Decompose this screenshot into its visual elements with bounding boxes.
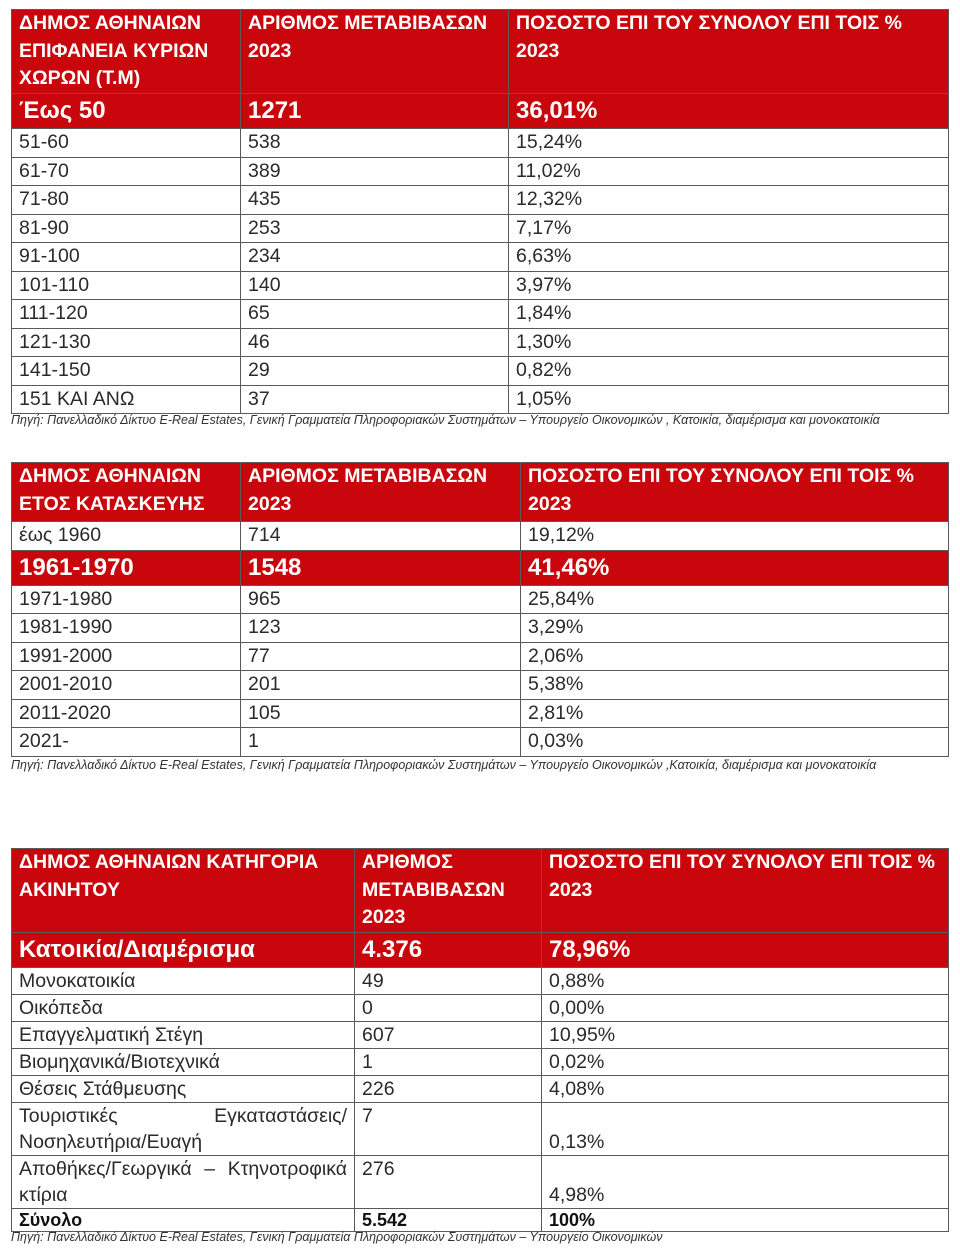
table-cell: 4,98% xyxy=(542,1156,949,1209)
table-cell: 5,38% xyxy=(521,671,949,700)
header-cell: ΔΗΜΟΣ ΑΘΗΝΑΙΩΝ ΚΑΤΗΓΟΡΙΑ ΑΚΙΝΗΤΟΥ xyxy=(12,849,355,933)
table-row xyxy=(12,728,949,757)
table-row xyxy=(12,968,949,995)
table-row xyxy=(12,129,949,158)
table-cell: 71-80 xyxy=(12,186,241,215)
table-cell: 0,00% xyxy=(542,995,949,1022)
table-row xyxy=(12,157,949,186)
table-cell: 100% xyxy=(542,1209,949,1232)
table-row xyxy=(12,1022,949,1049)
table-cell: 0,03% xyxy=(521,728,949,757)
header-cell: ΠΟΣΟΣΤΟ ΕΠΙ ΤΟΥ ΣΥΝΟΛΟΥ ΕΠΙ ΤΟΙΣ % 2023 xyxy=(542,849,949,933)
table-cell: 714 xyxy=(241,522,521,551)
table-cell: 3,29% xyxy=(521,614,949,643)
table-cell: 123 xyxy=(241,614,521,643)
table-cell xyxy=(12,1103,355,1156)
table-cell: 6,63% xyxy=(509,243,949,272)
table-cell: Κατοικία/Διαμέρισμα xyxy=(12,933,355,968)
cell-text: Τουριστικές Εγκαταστάσεις/Νοσηλευτήρια/Ευαγή xyxy=(19,1105,347,1153)
table-row xyxy=(12,385,949,414)
table-header-row xyxy=(12,463,949,522)
table-cell: 2011-2020 xyxy=(12,699,241,728)
table-row xyxy=(12,1049,949,1076)
table-header-row xyxy=(12,849,949,933)
table-cell: 0,82% xyxy=(509,357,949,386)
table-row xyxy=(12,357,949,386)
table-cell: 78,96% xyxy=(542,933,949,968)
table-cell: 1,84% xyxy=(509,300,949,329)
header-cell: ΑΡΙΘΜΟΣ ΜΕΤΑΒΙΒΑΣΩΝ 2023 xyxy=(241,463,521,522)
header-label: ΔΗΜΟΣ ΑΘΗΝΑΙΩΝ ΕΠΙΦΑΝΕΙΑ ΚΥΡΙΩΝ ΧΩΡΩΝ (Τ.Μ) xyxy=(19,12,209,89)
table-construction-year xyxy=(11,462,949,757)
table-cell: 1 xyxy=(241,728,521,757)
table-row xyxy=(12,614,949,643)
table-cell: έως 1960 xyxy=(12,522,241,551)
table-cell: Θέσεις Στάθμευσης xyxy=(12,1076,355,1103)
source-note: Πηγή: Πανελλαδικό Δίκτυο E-Real Estates, Γενική Γραμματεία Πληροφοριακών Συστημάτων – Υπουργείο Οικονομικών xyxy=(11,1230,663,1244)
table-cell: 81-90 xyxy=(12,214,241,243)
table-cell: 51-60 xyxy=(12,129,241,158)
table-row xyxy=(12,328,949,357)
table-cell: 36,01% xyxy=(509,94,949,129)
table-cell: 25,84% xyxy=(521,585,949,614)
table-cell: 1961-1970 xyxy=(12,550,241,585)
table-cell: 2,06% xyxy=(521,642,949,671)
table-cell: 61-70 xyxy=(12,157,241,186)
table-cell: 140 xyxy=(241,271,509,300)
table-cell: 5.542 xyxy=(355,1209,542,1232)
header-cell: ΠΟΣΟΣΤΟ ΕΠΙ ΤΟΥ ΣΥΝΟΛΟΥ ΕΠΙ ΤΟΙΣ % 2023 xyxy=(521,463,949,522)
table-cell: 151 ΚΑΙ ΑΝΩ xyxy=(12,385,241,414)
table-cell: 389 xyxy=(241,157,509,186)
table-property-category xyxy=(11,848,949,1232)
table-cell: 46 xyxy=(241,328,509,357)
table-row xyxy=(12,1103,949,1156)
table-cell: 11,02% xyxy=(509,157,949,186)
table-cell: 10,95% xyxy=(542,1022,949,1049)
table-cell: 121-130 xyxy=(12,328,241,357)
table-cell: 7,17% xyxy=(509,214,949,243)
table-cell: 201 xyxy=(241,671,521,700)
table-cell: 77 xyxy=(241,642,521,671)
table-cell: 111-120 xyxy=(12,300,241,329)
table-cell: 4,08% xyxy=(542,1076,949,1103)
highlight-row xyxy=(12,94,949,129)
table-row xyxy=(12,186,949,215)
header-cell: ΔΗΜΟΣ ΑΘΗΝΑΙΩΝ ΕΤΟΣ ΚΑΤΑΣΚΕΥΗΣ xyxy=(12,463,241,522)
source-note: Πηγή: Πανελλαδικό Δίκτυο E-Real Estates, Γενική Γραμματεία Πληροφοριακών Συστημάτων – Υπουργείο Οικονομικών ,Κατοικία, διαμέρισμα και μονοκατοικία xyxy=(11,758,877,772)
table-cell: 15,24% xyxy=(509,129,949,158)
table-cell: Σύνολο xyxy=(12,1209,355,1232)
table-cell: 0,13% xyxy=(542,1103,949,1156)
highlight-row xyxy=(12,550,949,585)
table-cell: 49 xyxy=(355,968,542,995)
table-cell: 1271 xyxy=(241,94,509,129)
table-cell: 538 xyxy=(241,129,509,158)
table-cell: 435 xyxy=(241,186,509,215)
table-cell: 1 xyxy=(355,1049,542,1076)
table-cell: 29 xyxy=(241,357,509,386)
source-note: Πηγή: Πανελλαδικό Δίκτυο E-Real Estates, Γενική Γραμματεία Πληροφοριακών Συστημάτων – Υπουργείο Οικονομικών , Κατοικία, διαμέρισμα και μονοκατοικία xyxy=(11,413,880,427)
table-cell: 12,32% xyxy=(509,186,949,215)
table-row xyxy=(12,699,949,728)
table-cell: 105 xyxy=(241,699,521,728)
table-cell: 2,81% xyxy=(521,699,949,728)
table-cell: 101-110 xyxy=(12,271,241,300)
table-cell: 965 xyxy=(241,585,521,614)
table-cell: 1991-2000 xyxy=(12,642,241,671)
table-row xyxy=(12,243,949,272)
table-cell: 253 xyxy=(241,214,509,243)
table-cell: Μονοκατοικία xyxy=(12,968,355,995)
table-row xyxy=(12,522,949,551)
table-cell: 3,97% xyxy=(509,271,949,300)
table-cell: 1,30% xyxy=(509,328,949,357)
table-cell: 1971-1980 xyxy=(12,585,241,614)
table-cell: 141-150 xyxy=(12,357,241,386)
table-row xyxy=(12,1076,949,1103)
table-cell xyxy=(12,1156,355,1209)
table-cell: 37 xyxy=(241,385,509,414)
table-row xyxy=(12,585,949,614)
table-cell: 276 xyxy=(355,1156,542,1209)
table-row xyxy=(12,995,949,1022)
table-cell: Οικόπεδα xyxy=(12,995,355,1022)
table-cell: 1981-1990 xyxy=(12,614,241,643)
table-row xyxy=(12,300,949,329)
table-cell: 607 xyxy=(355,1022,542,1049)
table-cell: 0 xyxy=(355,995,542,1022)
highlight-row xyxy=(12,933,949,968)
table-cell: 1548 xyxy=(241,550,521,585)
table-cell: 2021- xyxy=(12,728,241,757)
table-cell: 91-100 xyxy=(12,243,241,272)
table-cell: 2001-2010 xyxy=(12,671,241,700)
table-row xyxy=(12,642,949,671)
table-floor-area xyxy=(11,9,949,414)
table-cell: 226 xyxy=(355,1076,542,1103)
table-cell: 1,05% xyxy=(509,385,949,414)
header-cell xyxy=(12,10,241,94)
table-cell: 0,02% xyxy=(542,1049,949,1076)
cell-text: Αποθήκες/Γεωργικά – Κτηνοτροφικά κτίρια xyxy=(19,1158,347,1206)
table-cell: 234 xyxy=(241,243,509,272)
table-header-row xyxy=(12,10,949,94)
table-row xyxy=(12,1156,949,1209)
table-cell: Επαγγελματική Στέγη xyxy=(12,1022,355,1049)
table-row xyxy=(12,671,949,700)
table-cell: 7 xyxy=(355,1103,542,1156)
table-cell: 41,46% xyxy=(521,550,949,585)
header-cell: ΠΟΣΟΣΤΟ ΕΠΙ ΤΟΥ ΣΥΝΟΛΟΥ ΕΠΙ ΤΟΙΣ % 2023 xyxy=(509,10,949,94)
table-row xyxy=(12,271,949,300)
header-cell: ΑΡΙΘΜΟΣ ΜΕΤΑΒΙΒΑΣΩΝ 2023 xyxy=(355,849,542,933)
table-cell: Έως 50 xyxy=(12,94,241,129)
table-cell: 4.376 xyxy=(355,933,542,968)
table-cell: Βιομηχανικά/Βιοτεχνικά xyxy=(12,1049,355,1076)
table-cell: 0,88% xyxy=(542,968,949,995)
header-cell: ΑΡΙΘΜΟΣ ΜΕΤΑΒΙΒΑΣΩΝ 2023 xyxy=(241,10,509,94)
table-cell: 65 xyxy=(241,300,509,329)
table-row xyxy=(12,214,949,243)
table-cell: 19,12% xyxy=(521,522,949,551)
